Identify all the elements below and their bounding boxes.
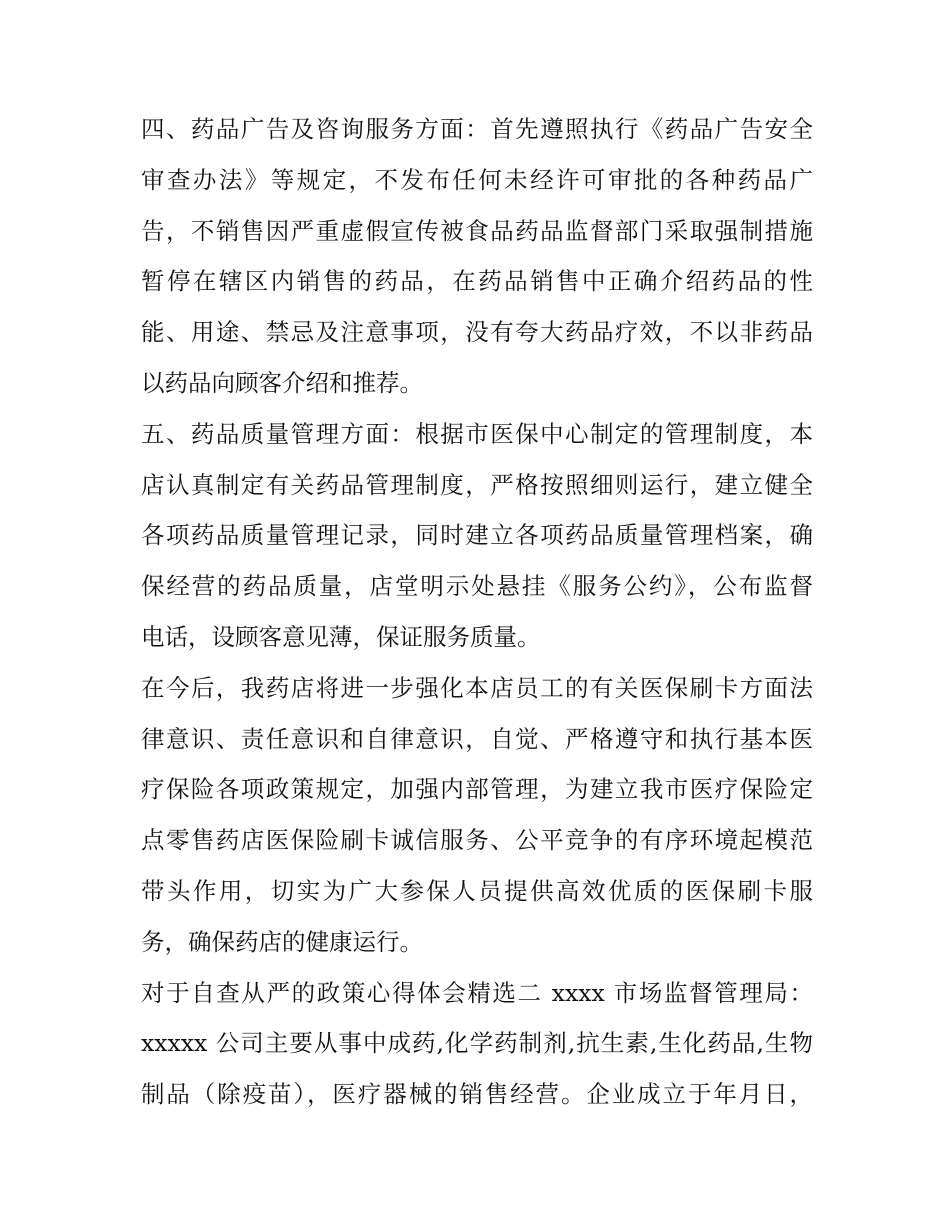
text-line: 疗保险各项政策规定，加强内部管理，为建立我市医疗保险定 — [141, 775, 813, 804]
text-line: 能、用途、禁忌及注意事项，没有夸大药品疗效，不以非药品 — [141, 318, 813, 347]
text-line: 五、药品质量管理方面：根据市医保中心制定的管理制度，本 — [141, 419, 813, 448]
text-line: 制品（除疫苗），医疗器械的销售经营。企业成立于年月日， — [141, 1080, 813, 1109]
paragraph-second-selection — [141, 968, 813, 1120]
text-line: xxxxx 公司主要从事中成药,化学药制剂,抗生素,生化药品,生物 — [141, 1029, 813, 1058]
text-line: 电话，设顾客意见薄，保证服务质量。 — [141, 622, 541, 651]
text-line: 带头作用，切实为广大参保人员提供高效优质的医保刷卡服 — [141, 876, 813, 905]
text-line: 对于自查从严的政策心得体会精选二 xxxx 市场监督管理局： — [141, 978, 813, 1007]
text-line: 四、药品广告及咨询服务方面：首先遵照执行《药品广告安全 — [141, 115, 813, 143]
paragraph-drug-advertising — [141, 104, 813, 409]
text-line: 律意识、责任意识和自律意识，自觉、严格遵守和执行基本医 — [141, 724, 813, 753]
text-line: 务，确保药店的健康运行。 — [141, 927, 423, 956]
paragraph-quality-management — [141, 409, 813, 663]
text-line: 点零售药店医保险刷卡诚信服务、公平竞争的有序环境起模范 — [141, 826, 813, 855]
text-line: 店认真制定有关药品管理制度，严格按照细则运行，建立健全 — [141, 470, 813, 499]
text-line: 各项药品质量管理记录，同时建立各项药品质量管理档案，确 — [141, 521, 813, 550]
text-line: 以药品向顾客介绍和推荐。 — [141, 368, 423, 397]
text-line: 在今后，我药店将进一步强化本店员工的有关医保刷卡方面法 — [141, 673, 813, 702]
text-line: 审查办法》等规定，不发布任何未经许可审批的各种药品广 — [141, 165, 813, 194]
text-line: 告，不销售因严重虚假宣传被食品药品监督部门采取强制措施 — [141, 216, 813, 245]
text-line: 保经营的药品质量，店堂明示处悬挂《服务公约》，公布监督 — [141, 572, 813, 601]
document-body — [141, 104, 813, 1120]
paragraph-future-plans — [141, 663, 813, 968]
text-line: 暂停在辖区内销售的药品，在药品销售中正确介绍药品的性 — [141, 267, 813, 296]
